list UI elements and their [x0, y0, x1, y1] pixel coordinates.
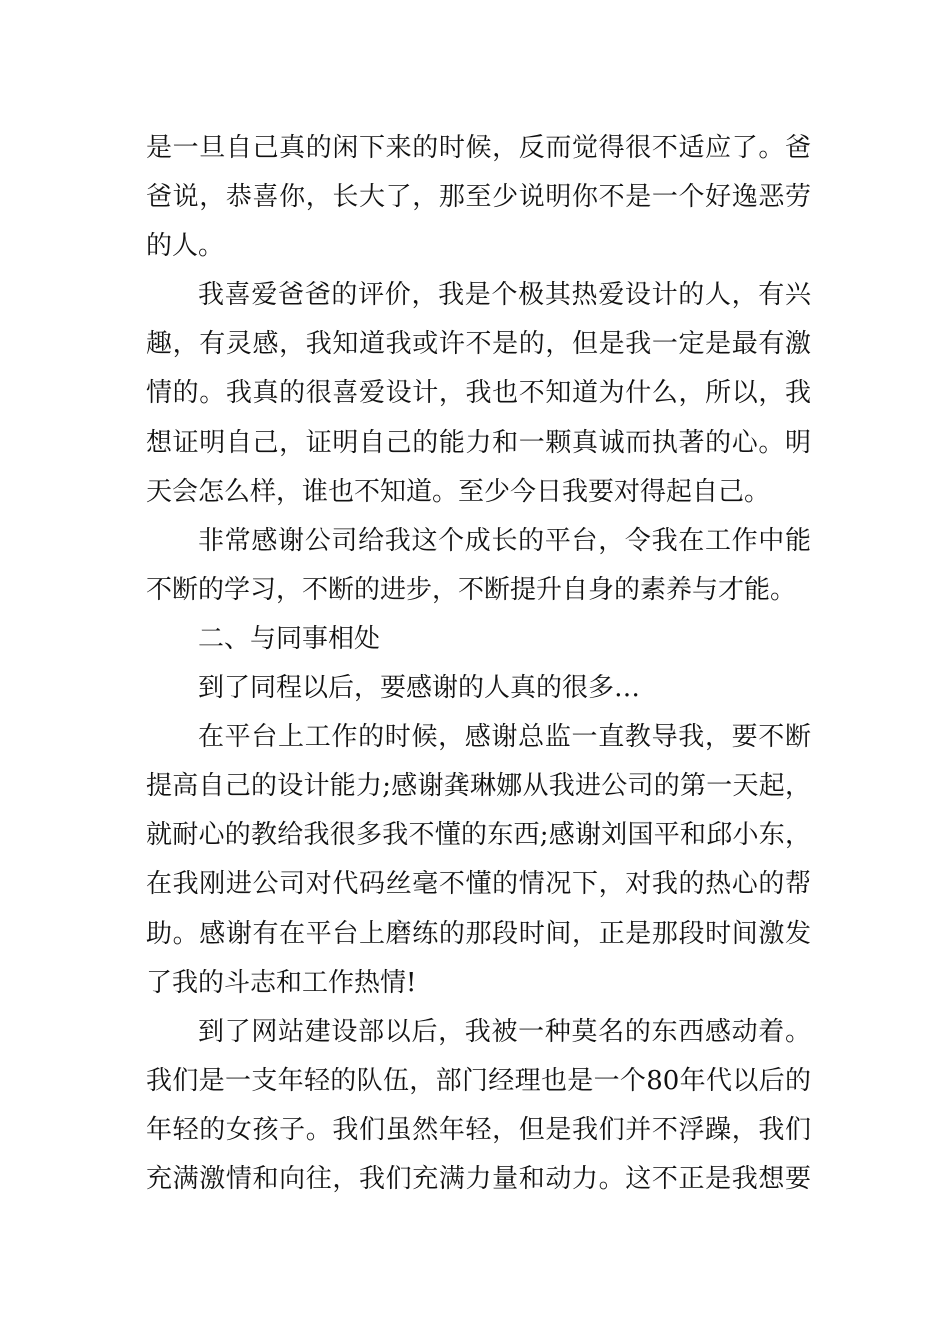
text-line: 不断的学习，不断的进步，不断提升自身的素养与才能。 — [146, 574, 797, 605]
section-heading: 二、与同事相处 — [198, 623, 381, 654]
text-line: 在我刚进公司对代码丝毫不懂的情况下，对我的热心的帮 — [146, 869, 811, 900]
text-line: 了我的斗志和工作热情! — [146, 967, 417, 998]
text-line: 情的。我真的很喜爱设计，我也不知道为什么，所以，我 — [146, 378, 811, 409]
document-body — [146, 124, 811, 1204]
text-line: 是一旦自己真的闲下来的时候，反而觉得很不适应了。爸 — [146, 133, 811, 163]
text-line: 到了网站建设部以后，我被一种莫名的东西感动着。 — [198, 1016, 811, 1047]
text-line: 天会怎么样，谁也不知道。至少今日我要对得起自己。 — [146, 476, 771, 507]
text-line: 非常感谢公司给我这个成长的平台，令我在工作中能 — [198, 525, 811, 556]
text-line: 到了同程以后，要感谢的人真的很多… — [198, 673, 641, 704]
text-line: 我喜爱爸爸的评价，我是个极其热爱设计的人，有兴 — [198, 280, 811, 311]
text-line: 充满激情和向往，我们充满力量和动力。这不正是我想要 — [146, 1163, 811, 1194]
text-line: 想证明自己，证明自己的能力和一颗真诚而执著的心。明 — [146, 427, 811, 458]
text-line: 就耐心的教给我很多我不懂的东西;感谢刘国平和邱小东， — [146, 820, 811, 851]
text-line: 在平台上工作的时候，感谢总监一直教导我，要不断 — [198, 722, 811, 753]
text-line: 趣，有灵感，我知道我或许不是的，但是我一定是最有激 — [146, 329, 811, 360]
text-line: 助。感谢有在平台上磨练的那段时间，正是那段时间激发 — [146, 918, 811, 949]
text-line: 我们是一支年轻的队伍，部门经理也是一个80年代以后的 — [146, 1065, 811, 1096]
text-line: 年轻的女孩子。我们虽然年轻，但是我们并不浮躁，我们 — [146, 1114, 811, 1145]
text-line: 提高自己的设计能力;感谢龚琳娜从我进公司的第一天起， — [146, 771, 811, 802]
text-line: 爸说，恭喜你，长大了，那至少说明你不是一个好逸恶劳 — [146, 182, 811, 213]
text-line: 的人。 — [146, 231, 225, 262]
